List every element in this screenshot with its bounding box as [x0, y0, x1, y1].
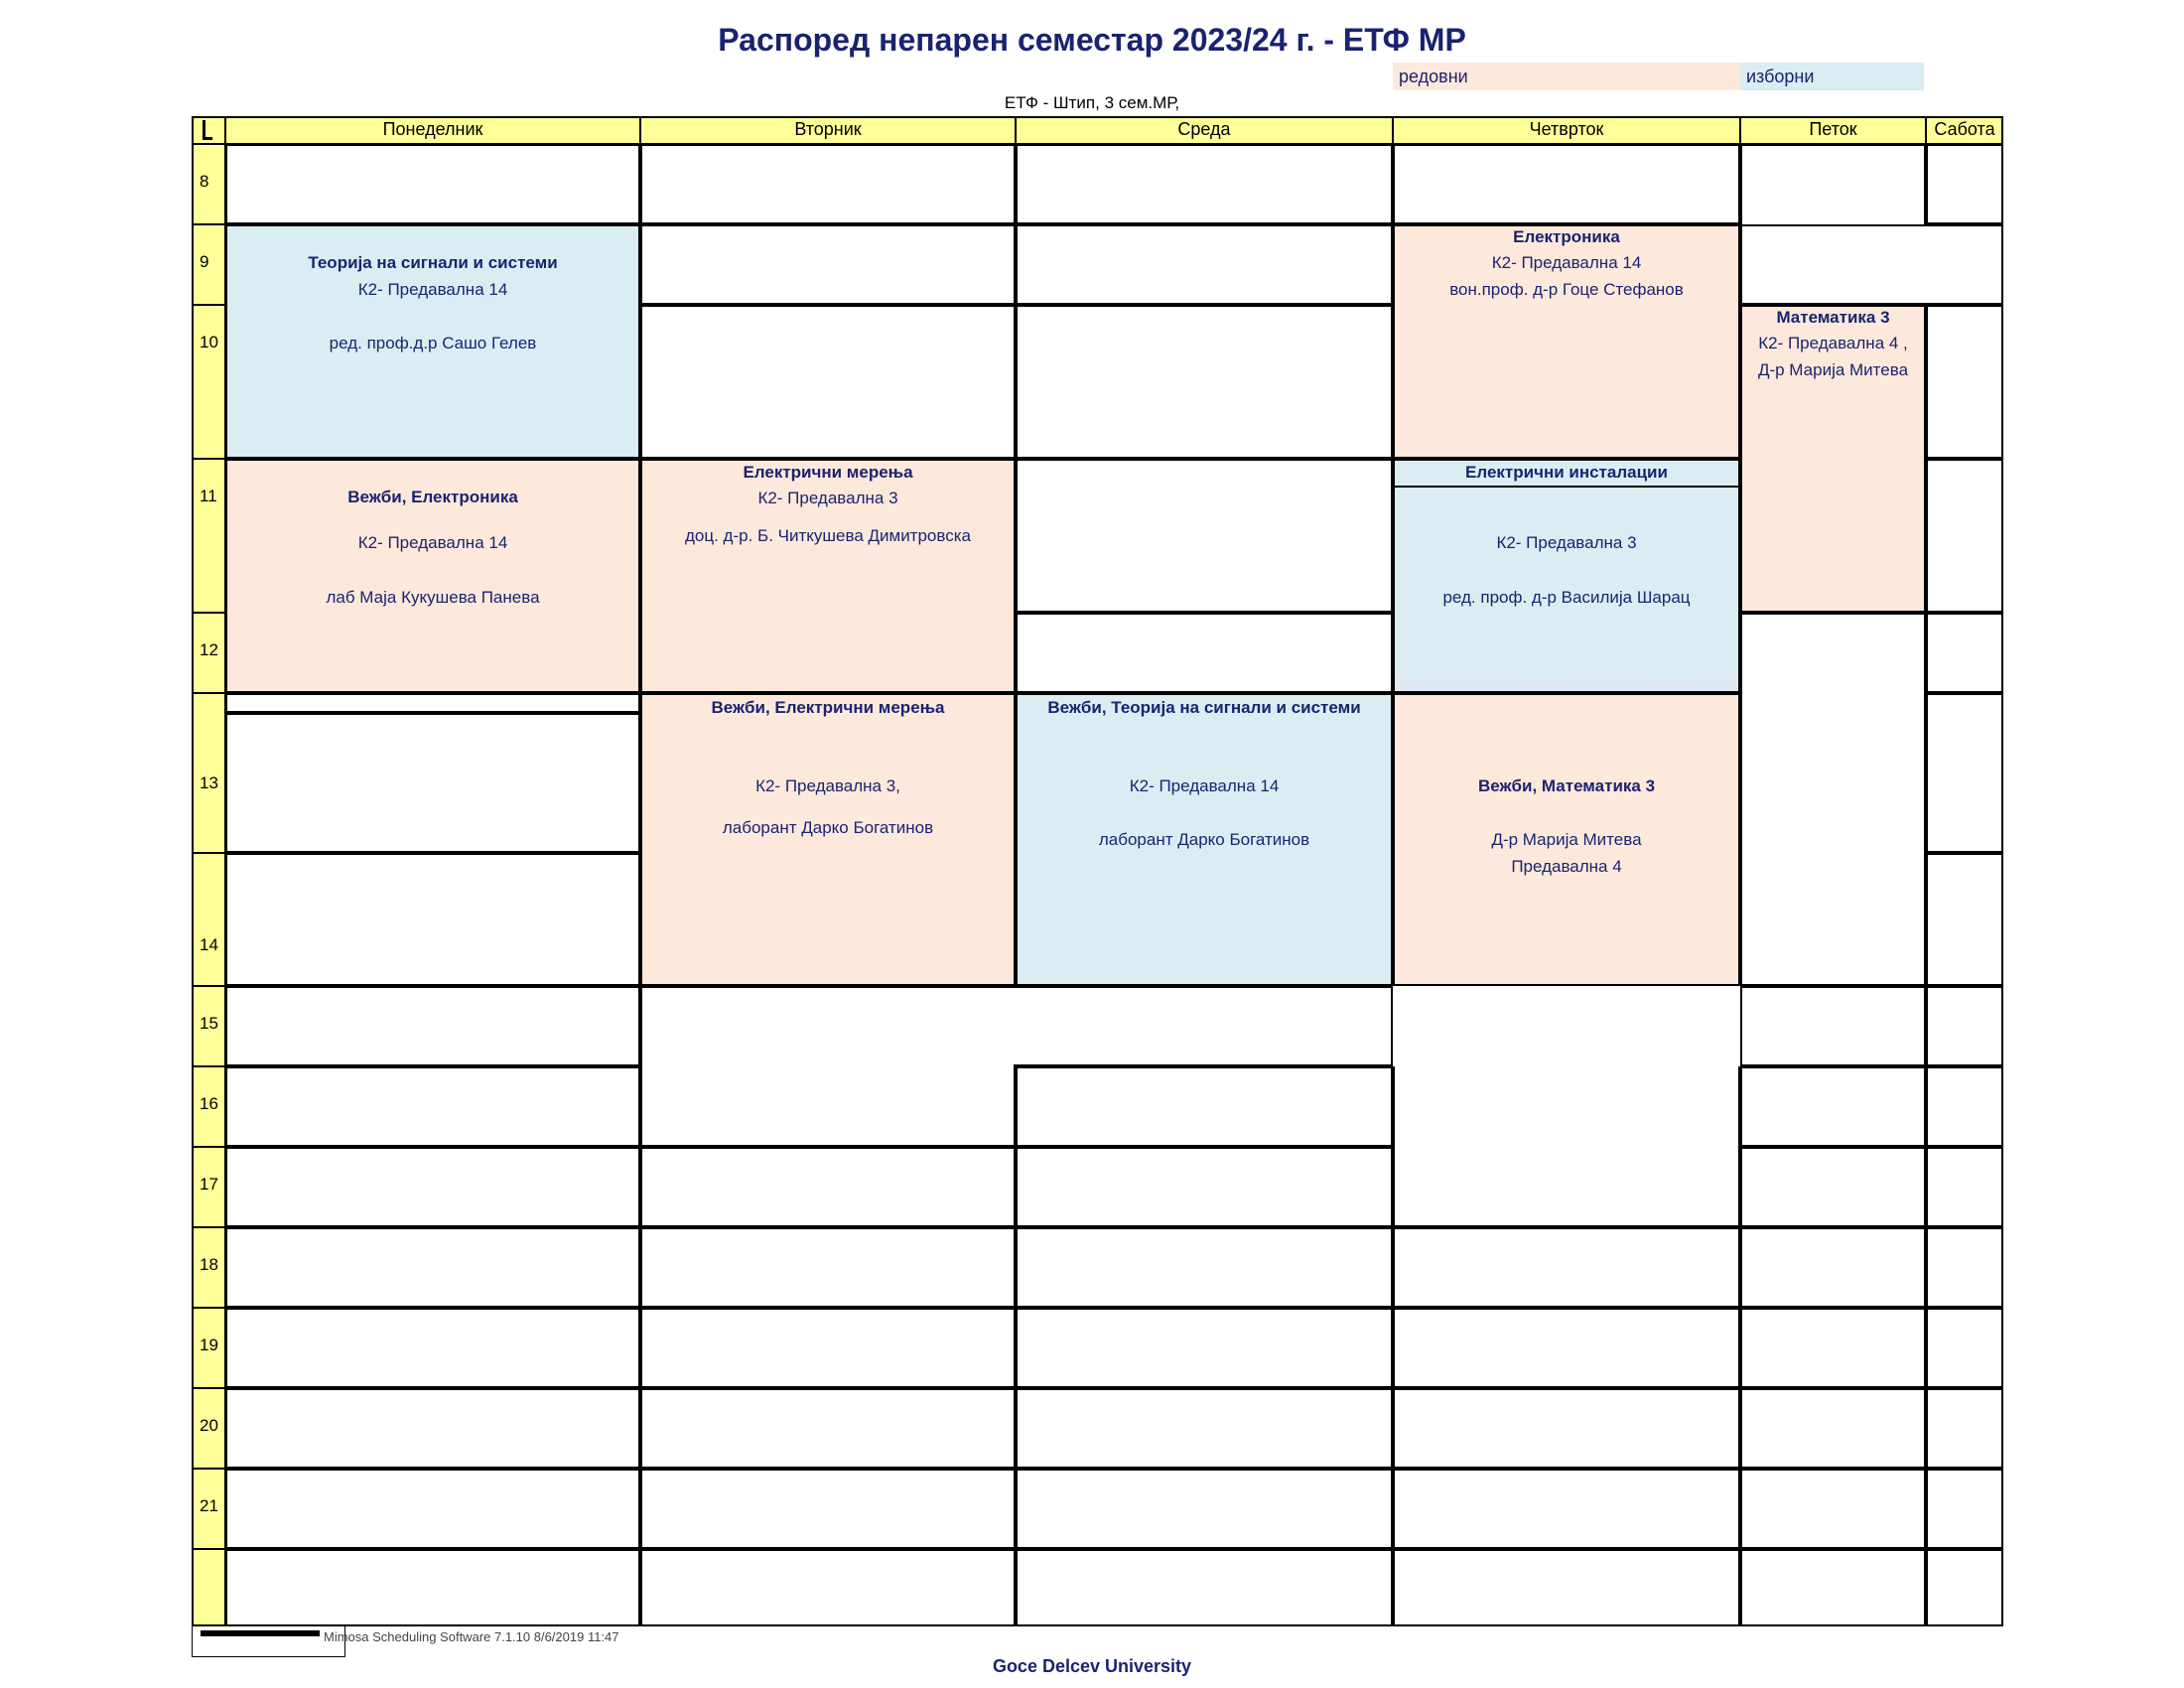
- empty-slot: [1393, 1227, 1740, 1308]
- empty-slot: [1016, 144, 1393, 224]
- empty-slot: [225, 1308, 640, 1388]
- empty-slot: [225, 1388, 640, 1469]
- empty-slot: [1393, 1469, 1740, 1549]
- event-block[interactable]: [1393, 459, 1740, 693]
- empty-slot: [1740, 1147, 1926, 1227]
- hour-label: 20: [192, 1388, 225, 1469]
- event-block[interactable]: [1393, 693, 1740, 986]
- empty-slot: [1016, 1227, 1393, 1308]
- cell-merge: [642, 1064, 1014, 1068]
- hour-label: 16: [192, 1066, 225, 1147]
- day-header-wednesday: Среда: [1016, 116, 1393, 144]
- hour-label: 17: [192, 1147, 225, 1227]
- empty-slot: [225, 1549, 640, 1626]
- empty-slot: [1926, 1388, 2003, 1469]
- event-room: К2- Предавална 3: [757, 489, 898, 507]
- empty-slot: [1926, 613, 2003, 693]
- empty-slot: [1740, 1388, 1926, 1469]
- empty-slot: [1926, 1147, 2003, 1227]
- empty-slot: [225, 1147, 640, 1227]
- empty-slot: [640, 1147, 1016, 1227]
- empty-slot: [1016, 1549, 1393, 1626]
- event-room: К2- Предавална 14: [1491, 253, 1642, 272]
- empty-slot: [1740, 1549, 1926, 1626]
- event-teacher: ред. проф.д.р Сашо Гелев: [329, 334, 537, 352]
- page-title: Распоред непарен семестар 2023/24 г. - ЕТФ МР: [718, 22, 1466, 58]
- event-title: Електрични мерења: [743, 463, 913, 482]
- event-room: К2- Предавална 14: [357, 533, 508, 552]
- hour-label: [192, 1549, 225, 1626]
- empty-slot: [225, 986, 640, 1066]
- event-title: Вежби, Електроника: [347, 488, 518, 506]
- empty-slot: [1926, 1308, 2003, 1388]
- event-room: К2- Предавална 14: [357, 280, 508, 299]
- empty-slot: [640, 1469, 1016, 1549]
- empty-slot: [1393, 1388, 1740, 1469]
- event-room: К2- Предавална 14: [1129, 776, 1280, 795]
- event-teacher: лаб Маја Кукушева Панева: [326, 588, 540, 607]
- event-room: К2- Предавална 3,: [755, 776, 900, 795]
- empty-slot: [1393, 144, 1740, 224]
- event-teacher: лаборант Дарко Богатинов: [1098, 830, 1310, 849]
- event-block[interactable]: [225, 459, 640, 693]
- event-teacher: доц. д-р. Б. Читкушева Димитровска: [685, 526, 971, 545]
- hour-label: 21: [192, 1469, 225, 1549]
- empty-slot: [1740, 224, 2003, 305]
- hour-label: 8: [192, 144, 225, 224]
- event-block[interactable]: [225, 224, 640, 459]
- empty-slot: [640, 305, 1016, 459]
- empty-slot: [1393, 1066, 1740, 1227]
- empty-slot: [1926, 986, 2003, 1066]
- empty-slot: [1016, 1388, 1393, 1469]
- event-title: Вежби, Математика 3: [1477, 776, 1656, 795]
- empty-slot: [1740, 613, 1926, 986]
- empty-slot: [1740, 1066, 1926, 1147]
- schedule-subtitle: ЕТФ - Штип, 3 сем.МР,: [1004, 93, 1180, 112]
- empty-slot: [1016, 613, 1393, 693]
- legend-elective: изборни: [1740, 63, 1924, 90]
- event-teacher: лаборант Дарко Богатинов: [722, 818, 934, 837]
- hour-label: 12: [192, 613, 225, 693]
- hour-label: 19: [192, 1308, 225, 1388]
- event-room: К2- Предавална 3: [1496, 533, 1637, 552]
- empty-slot: [225, 693, 640, 713]
- empty-slot: [640, 224, 1016, 305]
- event-title: Електроника: [1513, 227, 1620, 246]
- empty-slot: [1926, 144, 2003, 224]
- event-block[interactable]: [1740, 305, 1926, 613]
- empty-slot: [225, 1469, 640, 1549]
- empty-slot: [1740, 986, 1926, 1066]
- empty-slot: [1016, 1308, 1393, 1388]
- footer-logo-box: [192, 1625, 345, 1657]
- event-teacher: вон.проф. д-р Гоце Стефанов: [1449, 280, 1684, 299]
- empty-slot: [225, 144, 640, 224]
- cell-merge: [1395, 1064, 1738, 1068]
- empty-slot: [1740, 1227, 1926, 1308]
- hour-label: 9: [192, 224, 225, 305]
- empty-slot: [640, 1308, 1016, 1388]
- hour-label: 13: [192, 693, 225, 853]
- empty-slot: [1016, 305, 1393, 459]
- day-header-tuesday: Вторник: [640, 116, 1016, 144]
- empty-slot: [640, 1227, 1016, 1308]
- software-credit: Mimosa Scheduling Software 7.1.10 8/6/2019 11:47: [324, 1629, 619, 1644]
- event-block[interactable]: [640, 693, 1016, 986]
- empty-slot: [1926, 1549, 2003, 1626]
- empty-slot: [1926, 1469, 2003, 1549]
- empty-slot: [1016, 1469, 1393, 1549]
- empty-slot: [225, 1066, 640, 1147]
- empty-slot: [640, 1388, 1016, 1469]
- empty-slot: [1926, 1066, 2003, 1147]
- empty-slot: [225, 713, 640, 853]
- day-header-thursday: Четврток: [1393, 116, 1740, 144]
- day-header-saturday: Сабота: [1926, 116, 2003, 144]
- university-name: Goce Delcev University: [992, 1656, 1192, 1676]
- event-title: Теорија на сигнали и системи: [308, 253, 558, 272]
- empty-slot: [1016, 459, 1393, 613]
- event-title: Вежби, Теорија на сигнали и системи: [1047, 698, 1361, 717]
- hour-label: 18: [192, 1227, 225, 1308]
- event-title: Математика 3: [1776, 308, 1890, 327]
- empty-slot: [640, 144, 1016, 224]
- empty-slot: [1926, 305, 2003, 459]
- event-room: К2- Предавална 4 ,: [1758, 334, 1908, 352]
- event-room: Предавална 4: [1511, 857, 1622, 876]
- empty-slot: [225, 853, 640, 986]
- empty-slot: [1016, 224, 1393, 305]
- empty-slot: [640, 1066, 1016, 1147]
- empty-slot: [1926, 853, 2003, 986]
- event-block[interactable]: [1393, 224, 1740, 459]
- event-title: Вежби, Електрични мерења: [711, 698, 945, 717]
- hour-label: 10: [192, 305, 225, 459]
- day-header-monday: Понеделник: [225, 116, 640, 144]
- empty-slot: [640, 986, 1393, 1066]
- empty-slot: [1393, 1308, 1740, 1388]
- empty-slot: [1926, 459, 2003, 613]
- empty-slot: [1740, 1308, 1926, 1388]
- empty-slot: [1393, 1549, 1740, 1626]
- empty-slot: [1926, 1227, 2003, 1308]
- event-teacher: Д-р Марија Митева: [1757, 360, 1909, 379]
- empty-slot: [225, 1227, 640, 1308]
- day-header-friday: Петок: [1740, 116, 1926, 144]
- hour-label: 15: [192, 986, 225, 1066]
- event-teacher: Д-р Марија Митева: [1491, 830, 1642, 849]
- empty-slot: [640, 1549, 1016, 1626]
- event-block[interactable]: [1016, 693, 1393, 986]
- event-title: Електрични инсталации: [1465, 463, 1668, 482]
- corner-icon: [192, 116, 225, 144]
- legend-regular: редовни: [1393, 63, 1740, 90]
- empty-slot: [1016, 1066, 1393, 1147]
- event-block[interactable]: [640, 459, 1016, 693]
- empty-slot: [1926, 693, 2003, 853]
- empty-slot: [1016, 1147, 1393, 1227]
- hour-label: 11: [192, 459, 225, 613]
- hour-label: 14: [192, 853, 225, 986]
- event-teacher: ред. проф. д-р Василија Шарац: [1442, 588, 1691, 607]
- empty-slot: [1740, 1469, 1926, 1549]
